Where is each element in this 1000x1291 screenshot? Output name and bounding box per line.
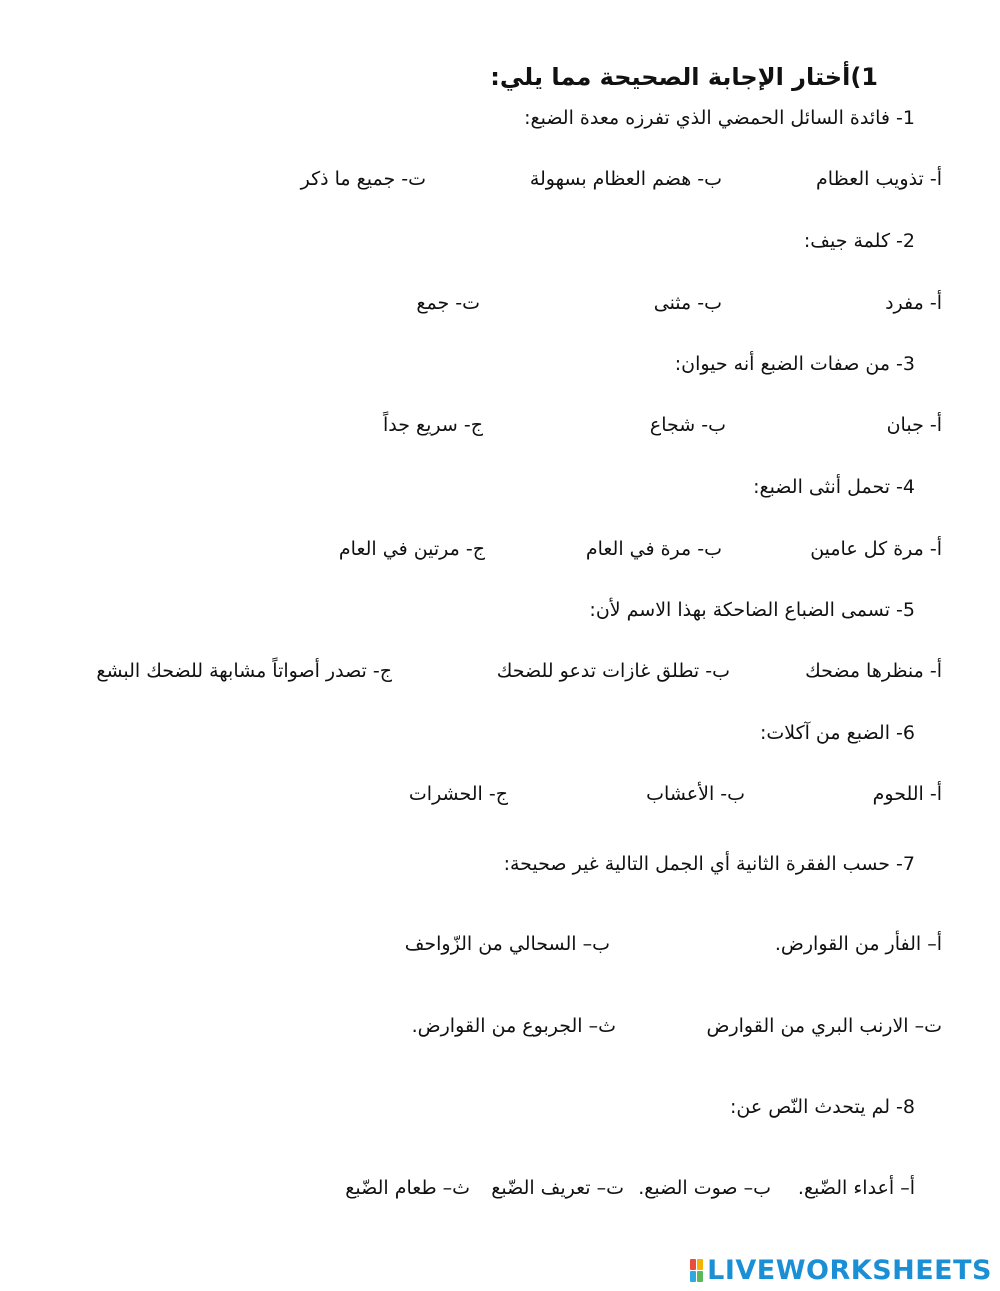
q1-option-a[interactable]: أ- تذويب العظام: [816, 168, 942, 190]
question-6: 6- الضبع من آكلات:: [759, 722, 915, 744]
q7-option-d[interactable]: ث– الجربوع من القوارض.: [411, 1015, 616, 1037]
q8-option-b[interactable]: ب– صوت الضبع.: [638, 1177, 771, 1199]
q7-option-c[interactable]: ت– الارنب البري من القوارض: [706, 1015, 942, 1037]
liveworksheets-logo: [690, 1255, 992, 1285]
logo-text: LIVEWORKSHEETS: [707, 1254, 992, 1286]
q5-option-a[interactable]: أ- منظرها مضحك: [805, 660, 942, 682]
question-1: 1- فائدة السائل الحمضي الذي تفرزه معدة الضبع:: [524, 107, 915, 129]
q3-option-b[interactable]: ب- شجاع: [649, 414, 726, 436]
logo-mark-icon: [690, 1259, 703, 1282]
q7-option-a[interactable]: أ– الفأر من القوارض.: [774, 933, 942, 955]
q5-option-b[interactable]: ب- تطلق غازات تدعو للضحك: [496, 660, 730, 682]
q3-option-c[interactable]: ج- سريع جداً: [382, 414, 483, 436]
q3-option-a[interactable]: أ- جبان: [886, 414, 942, 436]
q4-option-c[interactable]: ج- مرتين في العام: [338, 538, 485, 560]
q8-option-d[interactable]: ث– طعام الضّبع: [345, 1177, 470, 1199]
q5-option-c[interactable]: ج- تصدر أصواتاً مشابهة للضحك البشع: [96, 660, 392, 682]
q7-option-b[interactable]: ب– السحالي من الزّواحف: [404, 933, 610, 955]
q2-option-c[interactable]: ت- جمع: [416, 292, 480, 314]
q4-option-a[interactable]: أ- مرة كل عامين: [810, 538, 942, 560]
question-4: 4- تحمل أنثى الضبع:: [753, 476, 915, 498]
worksheet-title: 1)أختار الإجابة الصحيحة مما يلي:: [490, 63, 878, 91]
q1-option-c[interactable]: ت- جميع ما ذكر: [300, 168, 426, 190]
question-8: 8- لم يتحدث النّص عن:: [730, 1096, 915, 1118]
question-5: 5- تسمى الضباع الضاحكة بهذا الاسم لأن:: [589, 599, 915, 621]
question-7: 7- حسب الفقرة الثانية أي الجمل التالية غير صحيحة:: [503, 853, 915, 875]
q2-option-a[interactable]: أ- مفرد: [885, 292, 942, 314]
question-3: 3- من صفات الضبع أنه حيوان:: [674, 353, 915, 375]
q6-option-c[interactable]: ج- الحشرات: [408, 783, 508, 805]
q1-option-b[interactable]: ب- هضم العظام بسهولة: [529, 168, 722, 190]
q8-option-c[interactable]: ت– تعريف الضّبع: [491, 1177, 624, 1199]
q4-option-b[interactable]: ب- مرة في العام: [585, 538, 722, 560]
q8-option-a[interactable]: أ– أعداء الضّبع.: [797, 1177, 915, 1199]
q6-option-b[interactable]: ب- الأعشاب: [646, 783, 745, 805]
question-2: 2- كلمة جيف:: [803, 230, 915, 252]
q2-option-b[interactable]: ب- مثنى: [653, 292, 722, 314]
q6-option-a[interactable]: أ- اللحوم: [872, 783, 942, 805]
